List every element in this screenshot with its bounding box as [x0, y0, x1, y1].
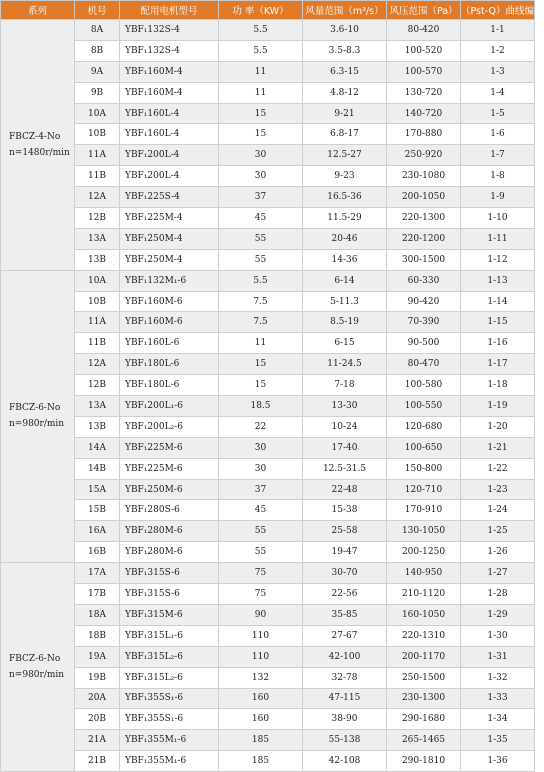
motor-model-cell: YBF₁315L₂-6: [120, 646, 219, 667]
airflow-cell: 42-108: [303, 751, 387, 772]
table-row: [1, 458, 535, 479]
airflow-cell: 11-24.5: [303, 354, 387, 375]
motor-model-cell: YBF₁200L₁-6: [120, 396, 219, 417]
pressure-cell: 120-680: [387, 416, 461, 437]
model-no-cell: 12A: [75, 354, 120, 375]
model-no-cell: 12A: [75, 187, 120, 208]
airflow-cell: 16.5-36: [303, 187, 387, 208]
power-cell: 45: [219, 208, 303, 229]
model-no-cell: 10A: [75, 270, 120, 291]
power-cell: 30: [219, 166, 303, 187]
model-no-cell: 14A: [75, 437, 120, 458]
motor-model-cell: YBF₁315S-6: [120, 563, 219, 584]
pressure-cell: 150-800: [387, 458, 461, 479]
power-cell: 55: [219, 542, 303, 563]
motor-model-cell: YBF₁225M-6: [120, 458, 219, 479]
airflow-cell: 5-11.3: [303, 291, 387, 312]
model-no-cell: 8B: [75, 40, 120, 61]
airflow-cell: 20-46: [303, 228, 387, 249]
pressure-cell: 170-880: [387, 124, 461, 145]
power-cell: 185: [219, 730, 303, 751]
series-speed: n=1480r/min: [9, 147, 70, 158]
model-no-cell: 21A: [75, 730, 120, 751]
power-cell: 110: [219, 646, 303, 667]
curve-no-cell: 1-16: [461, 333, 535, 354]
curve-no-cell: 1-24: [461, 500, 535, 521]
header-curve-no: （Pst-Q）曲线编号: [461, 1, 535, 20]
pressure-cell: 160-1050: [387, 604, 461, 625]
pressure-cell: 130-720: [387, 82, 461, 103]
airflow-cell: 6-15: [303, 333, 387, 354]
power-cell: 15: [219, 375, 303, 396]
motor-model-cell: YBF₁250M-4: [120, 249, 219, 270]
motor-model-cell: YBF₁160M-6: [120, 312, 219, 333]
curve-no-cell: 1-23: [461, 479, 535, 500]
table-row: [1, 145, 535, 166]
table-row: [1, 20, 535, 41]
header-motor-model: 配用电机型号: [120, 1, 219, 20]
table-row: [1, 124, 535, 145]
table-row: [1, 375, 535, 396]
curve-no-cell: 1-34: [461, 709, 535, 730]
motor-model-cell: YBF₁132S-4: [120, 20, 219, 41]
airflow-cell: 4.8-12: [303, 82, 387, 103]
power-cell: 160: [219, 688, 303, 709]
model-no-cell: 20A: [75, 688, 120, 709]
power-cell: 90: [219, 604, 303, 625]
header-pressure: 风压范围（Pa）: [387, 1, 461, 20]
model-no-cell: 10B: [75, 124, 120, 145]
airflow-cell: 12.5-31.5: [303, 458, 387, 479]
motor-model-cell: YBF₁180L-6: [120, 375, 219, 396]
table-row: [1, 40, 535, 61]
curve-no-cell: 1-28: [461, 584, 535, 605]
pressure-cell: 100-650: [387, 437, 461, 458]
model-no-cell: 14B: [75, 458, 120, 479]
series-name: FBCZ-6-No: [9, 403, 61, 414]
motor-model-cell: YBF₁160M-4: [120, 61, 219, 82]
power-cell: 160: [219, 709, 303, 730]
airflow-cell: 35-85: [303, 604, 387, 625]
airflow-cell: 15-38: [303, 500, 387, 521]
pressure-cell: 220-1200: [387, 228, 461, 249]
table-row: [1, 479, 535, 500]
power-cell: 30: [219, 437, 303, 458]
motor-model-cell: YBF₁315M-6: [120, 604, 219, 625]
power-cell: 55: [219, 228, 303, 249]
table-row: [1, 751, 535, 772]
curve-no-cell: 1-36: [461, 751, 535, 772]
table-row: [1, 333, 535, 354]
pressure-cell: 90-500: [387, 333, 461, 354]
power-cell: 11: [219, 333, 303, 354]
motor-model-cell: YBF₁280M-6: [120, 521, 219, 542]
model-no-cell: 8A: [75, 20, 120, 41]
pressure-cell: 220-1300: [387, 208, 461, 229]
power-cell: 37: [219, 479, 303, 500]
airflow-cell: 55-138: [303, 730, 387, 751]
curve-no-cell: 1-20: [461, 416, 535, 437]
power-cell: 75: [219, 563, 303, 584]
series-cell: [1, 270, 75, 562]
curve-no-cell: 1-22: [461, 458, 535, 479]
power-cell: 37: [219, 187, 303, 208]
model-no-cell: 18A: [75, 604, 120, 625]
model-no-cell: 11B: [75, 333, 120, 354]
curve-no-cell: 1-13: [461, 270, 535, 291]
pressure-cell: 290-1810: [387, 751, 461, 772]
table-row: [1, 187, 535, 208]
model-no-cell: 12B: [75, 208, 120, 229]
power-cell: 5.5: [219, 40, 303, 61]
power-cell: 7.5: [219, 291, 303, 312]
airflow-cell: 22-48: [303, 479, 387, 500]
curve-no-cell: 1-33: [461, 688, 535, 709]
motor-model-cell: YBF₁132S-4: [120, 40, 219, 61]
motor-model-cell: YBF₁315L₁-6: [120, 625, 219, 646]
model-no-cell: 19B: [75, 667, 120, 688]
table-row: [1, 625, 535, 646]
motor-model-cell: YBF₁160M-4: [120, 82, 219, 103]
pressure-cell: 230-1080: [387, 166, 461, 187]
model-no-cell: 20B: [75, 709, 120, 730]
motor-model-cell: YBF₁132M₁-6: [120, 270, 219, 291]
power-cell: 55: [219, 521, 303, 542]
table-row: [1, 354, 535, 375]
motor-model-cell: YBF₁160M-6: [120, 291, 219, 312]
curve-no-cell: 1-8: [461, 166, 535, 187]
airflow-cell: 38-90: [303, 709, 387, 730]
curve-no-cell: 1-21: [461, 437, 535, 458]
model-no-cell: 9B: [75, 82, 120, 103]
power-cell: 7.5: [219, 312, 303, 333]
curve-no-cell: 1-10: [461, 208, 535, 229]
series-cell: [1, 20, 75, 271]
power-cell: 22: [219, 416, 303, 437]
model-no-cell: 18B: [75, 625, 120, 646]
pressure-cell: 170-910: [387, 500, 461, 521]
model-no-cell: 12B: [75, 375, 120, 396]
motor-model-cell: YBF₁280S-6: [120, 500, 219, 521]
pressure-cell: 100-550: [387, 396, 461, 417]
airflow-cell: 14-36: [303, 249, 387, 270]
motor-model-cell: YBF₁280M-6: [120, 542, 219, 563]
table-body: [1, 20, 535, 772]
curve-no-cell: 1-25: [461, 521, 535, 542]
power-cell: 55: [219, 249, 303, 270]
pressure-cell: 265-1465: [387, 730, 461, 751]
power-cell: 11: [219, 82, 303, 103]
curve-no-cell: 1-19: [461, 396, 535, 417]
model-no-cell: 15A: [75, 479, 120, 500]
model-no-cell: 15B: [75, 500, 120, 521]
airflow-cell: 27-67: [303, 625, 387, 646]
table-row: [1, 103, 535, 124]
airflow-cell: 6-14: [303, 270, 387, 291]
curve-no-cell: 1-6: [461, 124, 535, 145]
table-row: [1, 270, 535, 291]
airflow-cell: 30-70: [303, 563, 387, 584]
series-name: FBCZ-6-No: [9, 654, 61, 665]
series-name: FBCZ-4-No: [9, 131, 61, 142]
motor-model-cell: YBF₁315L₂-6: [120, 667, 219, 688]
table-row: [1, 688, 535, 709]
model-no-cell: 13B: [75, 416, 120, 437]
model-no-cell: 11A: [75, 145, 120, 166]
airflow-cell: 8.5-19: [303, 312, 387, 333]
table-row: [1, 521, 535, 542]
table-row: [1, 291, 535, 312]
pressure-cell: 200-1050: [387, 187, 461, 208]
motor-model-cell: YBF₁160L-4: [120, 124, 219, 145]
model-no-cell: 17A: [75, 563, 120, 584]
model-no-cell: 16A: [75, 521, 120, 542]
pressure-cell: 130-1050: [387, 521, 461, 542]
curve-no-cell: 1-12: [461, 249, 535, 270]
table-row: [1, 228, 535, 249]
pressure-cell: 80-470: [387, 354, 461, 375]
pressure-cell: 100-580: [387, 375, 461, 396]
motor-model-cell: YBF₁160L-4: [120, 103, 219, 124]
table-row: [1, 709, 535, 730]
model-no-cell: 13A: [75, 228, 120, 249]
pressure-cell: 210-1120: [387, 584, 461, 605]
curve-no-cell: 1-11: [461, 228, 535, 249]
airflow-cell: 47-115: [303, 688, 387, 709]
motor-model-cell: YBF₁180L-6: [120, 354, 219, 375]
model-no-cell: 21B: [75, 751, 120, 772]
curve-no-cell: 1-1: [461, 20, 535, 41]
header-power: 功 率（KW）: [219, 1, 303, 20]
power-cell: 15: [219, 354, 303, 375]
power-cell: 75: [219, 584, 303, 605]
power-cell: 45: [219, 500, 303, 521]
airflow-cell: 6.3-15: [303, 61, 387, 82]
pressure-cell: 60-330: [387, 270, 461, 291]
motor-model-cell: YBF₁355M₁-6: [120, 751, 219, 772]
power-cell: 185: [219, 751, 303, 772]
pressure-cell: 250-1500: [387, 667, 461, 688]
table-row: [1, 584, 535, 605]
power-cell: 5.5: [219, 20, 303, 41]
table-row: [1, 312, 535, 333]
airflow-cell: 17-40: [303, 437, 387, 458]
motor-model-cell: YBF₁250M-6: [120, 479, 219, 500]
curve-no-cell: 1-27: [461, 563, 535, 584]
airflow-cell: 3.5-8.3: [303, 40, 387, 61]
power-cell: 132: [219, 667, 303, 688]
header-series: 系列: [1, 1, 75, 20]
airflow-cell: 22-56: [303, 584, 387, 605]
pressure-cell: 80-420: [387, 20, 461, 41]
series-speed: n=980r/min: [9, 419, 65, 430]
motor-model-cell: YBF₁250M-4: [120, 228, 219, 249]
table-row: [1, 604, 535, 625]
curve-no-cell: 1-2: [461, 40, 535, 61]
table-row: [1, 416, 535, 437]
motor-model-cell: YBF₁200L-4: [120, 145, 219, 166]
table-row: [1, 61, 535, 82]
airflow-cell: 11.5-29: [303, 208, 387, 229]
pressure-cell: 70-390: [387, 312, 461, 333]
curve-no-cell: 1-9: [461, 187, 535, 208]
motor-model-cell: YBF₁315S-6: [120, 584, 219, 605]
model-no-cell: 17B: [75, 584, 120, 605]
pressure-cell: 300-1500: [387, 249, 461, 270]
model-no-cell: 19A: [75, 646, 120, 667]
header-model-no: 机号: [75, 1, 120, 20]
series-speed: n=980r/min: [9, 670, 65, 681]
pressure-cell: 250-920: [387, 145, 461, 166]
airflow-cell: 10-24: [303, 416, 387, 437]
curve-no-cell: 1-5: [461, 103, 535, 124]
pressure-cell: 120-710: [387, 479, 461, 500]
airflow-cell: 12.5-27: [303, 145, 387, 166]
airflow-cell: 32-78: [303, 667, 387, 688]
curve-no-cell: 1-4: [461, 82, 535, 103]
power-cell: 30: [219, 145, 303, 166]
airflow-cell: 6.8-17: [303, 124, 387, 145]
airflow-cell: 25-58: [303, 521, 387, 542]
airflow-cell: 13-30: [303, 396, 387, 417]
motor-model-cell: YBF₁225M-4: [120, 208, 219, 229]
pressure-cell: 140-950: [387, 563, 461, 584]
power-cell: 18.5: [219, 396, 303, 417]
airflow-cell: 9-23: [303, 166, 387, 187]
motor-model-cell: YBF₁355S₁-6: [120, 709, 219, 730]
pressure-cell: 200-1170: [387, 646, 461, 667]
header-airflow: 风量范围（m³/s）: [303, 1, 387, 20]
table-row: [1, 208, 535, 229]
table-row: [1, 542, 535, 563]
curve-no-cell: 1-29: [461, 604, 535, 625]
table-row: [1, 437, 535, 458]
table-row: [1, 82, 535, 103]
table-row: [1, 667, 535, 688]
model-no-cell: 16B: [75, 542, 120, 563]
table-row: [1, 730, 535, 751]
model-no-cell: 11A: [75, 312, 120, 333]
pressure-cell: 220-1310: [387, 625, 461, 646]
motor-model-cell: YBF₁225M-6: [120, 437, 219, 458]
power-cell: 30: [219, 458, 303, 479]
motor-model-cell: YBF₁355S₁-6: [120, 688, 219, 709]
curve-no-cell: 1-15: [461, 312, 535, 333]
pressure-cell: 140-720: [387, 103, 461, 124]
header-row: [1, 1, 535, 20]
curve-no-cell: 1-30: [461, 625, 535, 646]
pressure-cell: 100-520: [387, 40, 461, 61]
motor-model-cell: YBF₁160L-6: [120, 333, 219, 354]
model-no-cell: 9A: [75, 61, 120, 82]
model-no-cell: 10A: [75, 103, 120, 124]
table-row: [1, 646, 535, 667]
table-row: [1, 249, 535, 270]
power-cell: 110: [219, 625, 303, 646]
curve-no-cell: 1-17: [461, 354, 535, 375]
motor-model-cell: YBF₁355M₁-6: [120, 730, 219, 751]
power-cell: 5.5: [219, 270, 303, 291]
table-row: [1, 563, 535, 584]
curve-no-cell: 1-26: [461, 542, 535, 563]
motor-model-cell: YBF₁200L₂-6: [120, 416, 219, 437]
table-row: [1, 166, 535, 187]
motor-model-cell: YBF₁225S-4: [120, 187, 219, 208]
pressure-cell: 230-1300: [387, 688, 461, 709]
airflow-cell: 3.6-10: [303, 20, 387, 41]
curve-no-cell: 1-3: [461, 61, 535, 82]
table-row: [1, 500, 535, 521]
curve-no-cell: 1-7: [461, 145, 535, 166]
power-cell: 15: [219, 124, 303, 145]
pressure-cell: 200-1250: [387, 542, 461, 563]
power-cell: 15: [219, 103, 303, 124]
motor-model-cell: YBF₁200L-4: [120, 166, 219, 187]
power-cell: 11: [219, 61, 303, 82]
model-no-cell: 13A: [75, 396, 120, 417]
curve-no-cell: 1-35: [461, 730, 535, 751]
model-no-cell: 13B: [75, 249, 120, 270]
airflow-cell: 7-18: [303, 375, 387, 396]
pressure-cell: 290-1680: [387, 709, 461, 730]
model-no-cell: 11B: [75, 166, 120, 187]
airflow-cell: 42-100: [303, 646, 387, 667]
pressure-cell: 90-420: [387, 291, 461, 312]
curve-no-cell: 1-18: [461, 375, 535, 396]
series-cell: [1, 563, 75, 772]
pressure-cell: 100-570: [387, 61, 461, 82]
curve-no-cell: 1-32: [461, 667, 535, 688]
model-no-cell: 10B: [75, 291, 120, 312]
curve-no-cell: 1-14: [461, 291, 535, 312]
airflow-cell: 19-47: [303, 542, 387, 563]
table-row: [1, 396, 535, 417]
airflow-cell: 9-21: [303, 103, 387, 124]
curve-no-cell: 1-31: [461, 646, 535, 667]
